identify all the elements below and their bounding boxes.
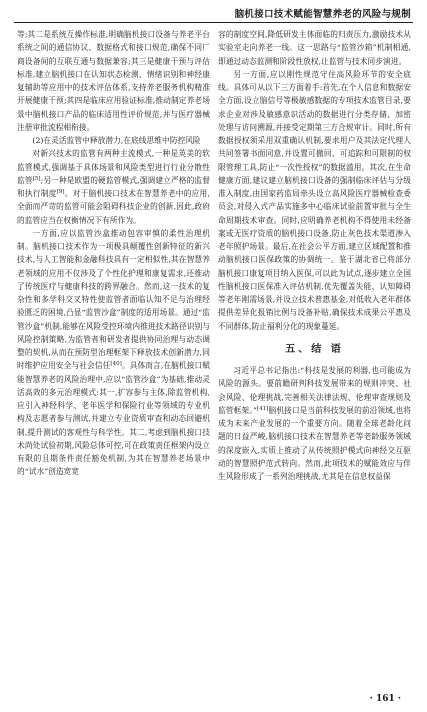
paragraph-text: 。对于脑机接口技术在智慧养老中的应用,全面而严苛的监管可能会阻碍科技企业的创新,因此,政府的监管应当在权衡情况下有所作为。 <box>17 189 210 225</box>
paragraph-text: 容的制度空间,降低研发主体面临的归责压力,激励技术从实验室走向养老一线。这一思路与“监管沙箱”机制相通,即通过动态监测和阶段性放权,让监管与技术同步演进。 <box>218 30 411 66</box>
paragraph <box>17 28 210 134</box>
subheading <box>17 134 210 147</box>
page-number: · 161 · <box>369 694 401 704</box>
paragraph-text: 脑机接口是当前科技发展的前沿领域,也将成为未来产业发展的一个重要方向。随着全球老龄化问题的日益严峻,脑机接口技术在智慧养老等老龄服务领域的深度嵌入,实质上推动了从传统照护模式向神经交互驱动的智慧照护范式转向。然而,此项技术的赋能效应与伴生风险形成了一系列治理挑战,尤其是在信息权益保 <box>218 405 411 481</box>
citation: [5] <box>32 175 41 182</box>
paragraph-text: ;另一种是欧盟的硬监管模式,强调建立严格的监督和执行制度 <box>17 175 210 198</box>
paragraph-text: 对新兴技术的监管有两种主流模式,一种是英美的软监管模式,强调基于具体场景和风险类型进行行业分散性监管 <box>17 149 210 185</box>
citation: [9] <box>56 189 65 195</box>
paragraph-text: 一方面,应以监管沙盒推动包容审慎的柔性治理机制。脑机接口技术作为一项极具颠覆性创新特征的新兴技术,与人工智能和金融科技具有一定相似性,其在智慧养老领域的应用不仅涉及了个性化护理和康复需求,还推动了传统医疗与健康科技的跨界融合。然而,这一技术的复杂性和多学科交叉特性使监管者面临认知不足与治理经验匮乏的困境,凸显“监管沙盒”制度的适用场景。通过“监管沙盒”机制,能够在风险受控环境内推进技术路径识别与风险控制策略,为监管者和研发者提供协同治理与动态调整的契机,从而在预防型治理框架下释放技术创新潜力,同时维护应用安全与社会信任 <box>17 228 210 371</box>
header-rule <box>14 22 413 23</box>
paragraph-text: 。具体而言,在脑机接口赋能智慧养老的风险治理中,应以“监管沙盒”为基础,推动灵活高效的多元治理模式:其一,扩容参与主体,除监管机构,应引入神经科学、老年医学和保险行业等领域的专业机构及志愿者参与测试,并建立专业资质审查和动态回避机制,提升测试的客观性与科学性。其二,考虑到脑机接口技术尚处试验初期,风险总体可控,可在政策责任框架内设立有限的且期条件责任豁免机制,为其在智慧养老场景中的“试水”创造宽宽 <box>17 361 210 477</box>
section-heading: 五、结 语 <box>285 343 344 355</box>
paragraph <box>17 227 210 479</box>
right-column <box>218 28 411 483</box>
paragraph <box>17 147 210 227</box>
citation: [41] <box>257 405 269 412</box>
citation: [40] <box>110 361 122 368</box>
paragraph-text: 另一方面,应以刚性规范守住高风险环节的安全底线。具体可从以下三方面着手:首先,在个人信息和数据安全方面,设立脑信号等极敏感数据的专项技术监管目录,要求企业对涉及敏感意识活动的数据进行分类存储、加密处理与访问溯源,并接受定期第三方合规审计。同时,所有数据授权须采用双重确认机制,要求用户及其法定代理人共同签署书面同意,并设置可撤回、可追踪和可限制的权限管理工具,防止“一次性授权”的数据滥用。其次,在生命健康方面,建议建立脑机接口设备的强制临床评估与分级准入制度,由国家药监局牵头设立高风险医疗器械检查委员会,对侵入式产品实施多中心临床试验前置审批与全生命周期技术审查。同时,应明确养老机构不得使用未经备案或无医疗资质的脑机接口设备,防止灰色技术渠道渗入老年照护场景。最后,在社会公平方面,建立区域配置和推动脑机接口医保政策的协调统一。鉴于湖北省已将部分脑机接口康复项目纳入医保,可以此为试点,逐步建立全国性脑机接口医保准入评估机制,优先覆盖失能、认知障碍等老年刚需场景,并设立技术普惠基金,对低收入老年群体提供差异化报销比例与设备补贴,确保技术成果公平惠及不同群体,防止福利分化的现象蔓延。 <box>218 69 411 331</box>
running-head-title: 脑机接口技术赋能智慧养老的风险与规制 <box>234 9 411 20</box>
paragraph-text: 习近平总书记指出:“科技是发展的利器,也可能成为风险的源头。要前瞻研判科技发展带来的规则冲突、社会风险、伦理挑战,完善相关法律法规、伦理审查规则及监管框架。” <box>218 366 411 415</box>
paragraph-text: 等;其二是系统互操作标准,明确脑机接口设备与养老平台系统之间的通信协议、数据格式和接口规范,确保不同厂商设备间的互联互通与数据兼容;其三是健康干预与评估标准,建立脑机接口在认知状态检测、情绪识别和神经康复辅助等应用中的技术评估体系,支持养老服务机构精准开展健康干预;其四是临床应用验证标准,推动制定养老场景中脑机接口产品的临床适用性评价规范,并与医疗器械注册审批流程相衔接。 <box>17 30 210 132</box>
paragraph <box>218 68 411 333</box>
left-column <box>17 28 210 479</box>
paragraph <box>218 364 411 483</box>
subheading-text: (2)在灵活监管中释放潜力,在底线思维中防控风险 <box>32 136 201 145</box>
paragraph <box>218 28 411 68</box>
